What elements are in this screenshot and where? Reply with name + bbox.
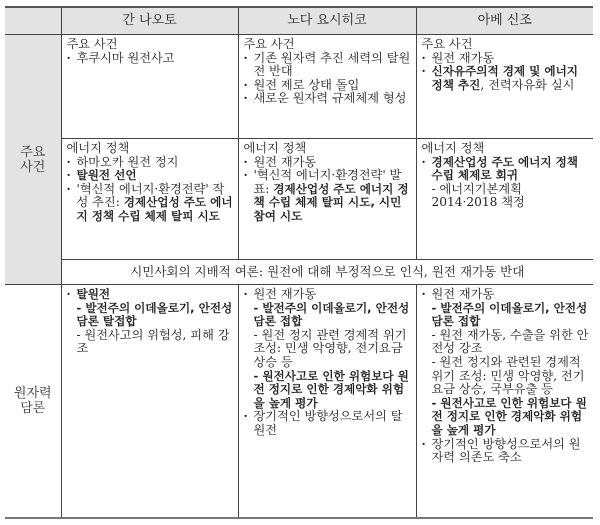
row-label-events-text: 주요 사건 (20, 144, 46, 175)
list-item: · 기존 원자력 추진 세력의 탈원전 반대 (244, 52, 412, 79)
list-item (67, 169, 234, 183)
list-item (67, 183, 234, 224)
events-title: 주요 사건 (421, 37, 473, 51)
energy-title: 에너지 정책 (243, 141, 307, 155)
list-item: · 원전 재가동 (244, 156, 412, 170)
civil-society-cell: 시민사회의 지배적 여론: 원전에 대해 부정적으로 인식, 원전 재가동 반대 (61, 260, 593, 285)
text: , 전력자유화 실시 (480, 77, 575, 92)
header-kan: 간 나오토 (61, 7, 238, 35)
events-noda-cell (238, 35, 416, 139)
energy-noda-cell (238, 139, 416, 260)
events-title: 주요 사건 (66, 37, 118, 51)
list-item: · 새로운 원자력 규제체제 형성 (244, 92, 412, 106)
list-item: · 하마오카 원전 정지 (67, 156, 234, 170)
list-item (422, 65, 590, 92)
row-label-events (5, 35, 61, 285)
list-item: · 후쿠시마 원전사고 (67, 52, 234, 66)
energy-abe-cell (416, 139, 593, 260)
events-title: 주요 사건 (243, 37, 295, 51)
discourse-kan-cell (61, 285, 238, 518)
list-item: · 원전 제로 상태 돌입 (244, 79, 412, 93)
energy-kan-cell (61, 139, 238, 260)
header-corner (5, 7, 61, 35)
bold-text: 탈원전 (76, 287, 111, 301)
comparison-table (5, 6, 593, 519)
sub-item: - 원전 정지 관련 경제적 위기 조성: 민생 악영향, 전기요금 상승 등 (253, 327, 407, 369)
sub-item: - 원전사고로 인한 위험보다 원전 정지로 인한 경제악화 위험을 높게 평가 (431, 395, 587, 437)
row-label-discourse-text: 원자력 담론 (13, 385, 52, 416)
bold-text: 경제산업성 주도 에너지 정책 수립 체제 탈피 시도, 시민참여 시도 (253, 181, 409, 223)
events-abe-cell (416, 35, 593, 139)
civil-society-row (5, 260, 593, 285)
list-item: · 장기적인 방향성으로서의 탈원전 (244, 410, 412, 437)
list-item: · 원전 재가동 (244, 288, 412, 302)
text: '혁신적 에너지·환경전략' 발표: (253, 168, 402, 196)
discourse-row (5, 285, 593, 518)
sub-item: - 에너지기본계획 2014·2018 책정 (431, 181, 525, 210)
text: '혁신적 에너지·환경전략' 작성 추진: (76, 181, 225, 210)
list-item: · 원전 재가동 (422, 52, 590, 66)
discourse-abe-cell (416, 285, 593, 518)
list-item (422, 156, 590, 183)
sub-item: - 발전주의 이데올로기, 안전성 담론 접합 (253, 300, 410, 329)
sub-item: - 원전사고로 인한 위험보다 원전 정지로 인한 경제악화 위험을 높게 평가 (253, 368, 409, 410)
events-row (5, 35, 593, 139)
sub-item: - 원전 정지와 관련된 경제적 위기 조성: 민생 악영향, 전기요금 상승, 국부유출 등 (431, 354, 585, 397)
list-item: · 원전 재가동 (422, 288, 590, 302)
bold-text: 경제산업성 주도 에너지 정책 수립 체제 탈피 시도 (76, 195, 233, 223)
energy-row (5, 139, 593, 260)
sub-item: - 발전주의 이데올로기, 안전성 담론 탈접합 (76, 300, 233, 329)
list-item (67, 288, 234, 302)
list-item: · 장기적인 방향성으로서의 원자력 의존도 축소 (422, 438, 590, 465)
list-item (244, 169, 412, 223)
header-row (5, 7, 593, 35)
energy-title: 에너지 정책 (421, 141, 485, 155)
row-label-discourse (5, 285, 61, 518)
sub-item: - 발전주의 이데올로기, 안전성 담론 접합 (431, 300, 588, 329)
discourse-noda-cell (238, 285, 416, 518)
events-kan-cell (61, 35, 238, 139)
header-noda: 노다 요시히코 (238, 7, 416, 35)
header-abe: 아베 신조 (416, 7, 593, 35)
sub-item: - 원전 재가동, 수출을 위한 안전성 강조 (431, 327, 589, 356)
bold-text: 경제산업성 주도 에너지 정책 수립 체제로 회귀 (431, 154, 579, 183)
bold-text: 탈원전 선언 (76, 168, 137, 183)
energy-title: 에너지 정책 (66, 141, 130, 155)
bold-text: 신자유주의적 경제 및 에너지 정책 추진 (431, 64, 579, 92)
sub-item: - 원전사고의 위험성, 피해 강조 (76, 327, 230, 356)
